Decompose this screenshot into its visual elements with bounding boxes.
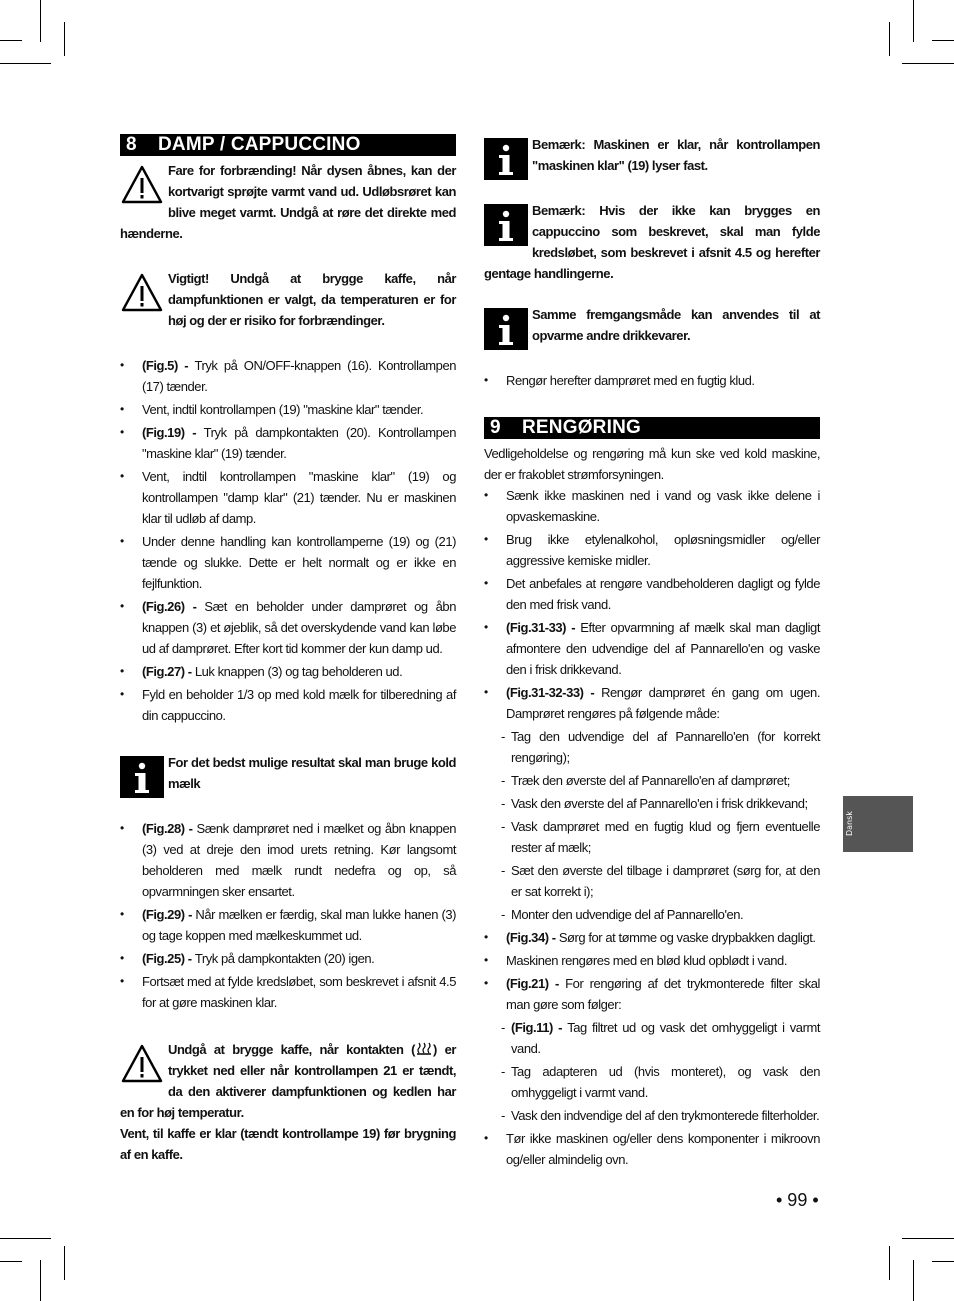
- crop-mark: [932, 1261, 954, 1262]
- warning-text: Undgå at brygge kaffe, når kontakten ( ) er trykket ned eller når kontrollampen 21 er tændt, da den aktiverer dampfunktionen og kedlen har en for høj temperatur.: [120, 1042, 456, 1120]
- page-number: • 99 •: [776, 1190, 819, 1210]
- info-icon: [484, 308, 528, 350]
- crop-mark: [889, 22, 890, 56]
- sub-step: - Træk den øverste del af Pannarello'en af damprøret;: [484, 770, 820, 791]
- crop-mark: [0, 1238, 51, 1239]
- info-note: [484, 304, 820, 350]
- info-text: Bemærk: Hvis der ikke kan brygges en cappuccino som beskrevet, skal man fylde kredsløbet, som beskrevet i afsnit 4.5 og herefter gentage handlingerne.: [484, 203, 820, 281]
- crop-mark: [0, 63, 51, 64]
- list-item: • (Fig.26) - Sæt en beholder under damprøret og åbn knappen (3) et øjeblik, så det overskydende vand kan løbe ud af damprøret. Efter kort tid kommer der kun damp ud.: [120, 596, 456, 659]
- crop-mark: [902, 1238, 954, 1239]
- crop-mark: [932, 40, 954, 41]
- warning-text: Fare for forbrænding! Når dysen åbnes, kan der kortvarigt sprøjte varmt vand ud. Udløbsrøret kan blive meget varmt. Undgå at røre det direkte med hænderne.: [120, 163, 456, 241]
- instruction-list: [120, 355, 456, 726]
- list-item: • Under denne handling kan kontrollamperne (19) og (21) tænde og slukke. Dette er helt normalt og er ikke en fejlfunktion.: [120, 531, 456, 594]
- list-item: • (Fig.31-32-33) - Rengør damprøret én gang om ugen. Damprøret rengøres på følgende måde:: [484, 682, 820, 724]
- language-tab: [843, 796, 913, 852]
- info-icon: [484, 204, 528, 246]
- warning-note: [120, 268, 456, 331]
- crop-mark: [64, 1246, 65, 1280]
- info-text: For det bedst mulige resultat skal man bruge kold mælk: [168, 755, 456, 791]
- crop-mark: [0, 1261, 22, 1262]
- list-item: • (Fig.28) - Sænk damprøret ned i mælket og åbn knappen (3) ved at dreje den imod urets retning. Kør langsomt beholderen med mælk rundt nedefra og op, så opvarmningen sker ensartet.: [120, 818, 456, 902]
- list-item: • Vent, indtil kontrollampen (19) "maskine klar" tænder.: [120, 399, 456, 420]
- section-number: 8: [126, 134, 137, 155]
- warning-text: Vigtigt! Undgå at brygge kaffe, når dampfunktionen er valgt, da temperaturen er for høj og der er risiko for forbrændinger.: [168, 271, 456, 328]
- left-column: [120, 134, 456, 1165]
- list-item: • (Fig.19) - Tryk på dampkontakten (20). Kontrollampen "maskine klar" (19) tænder.: [120, 422, 456, 464]
- instruction-list: [484, 485, 820, 724]
- list-item: • (Fig.21) - For rengøring af det trykmonterede filter skal man gøre som følger:: [484, 973, 820, 1015]
- info-text: Samme fremgangsmåde kan anvendes til at opvarme andre drikkevarer.: [532, 307, 820, 343]
- section-number: 9: [490, 417, 501, 438]
- sub-step: - Vask damprøret med en fugtig klud og fjern eventuelle rester af mælk;: [484, 816, 820, 858]
- warning-triangle-icon: [120, 164, 164, 206]
- crop-mark: [64, 22, 65, 56]
- crop-mark: [913, 0, 914, 42]
- info-text: Bemærk: Maskinen er klar, når kontrollampen "maskinen klar" (19) lyser fast.: [532, 137, 820, 173]
- crop-mark: [40, 1260, 41, 1301]
- warning-triangle-icon: [120, 272, 164, 314]
- list-item: • Rengør herefter damprøret med en fugtig klud.: [484, 370, 820, 391]
- instruction-list: [120, 818, 456, 1013]
- info-note: [484, 134, 820, 180]
- list-item: • (Fig.34) - Sørg for at tømme og vaske drypbakken dagligt.: [484, 927, 820, 948]
- sub-step: - Tag den udvendige del af Pannarello'en (for korrekt rengøring);: [484, 726, 820, 768]
- warning-note: [120, 1039, 456, 1165]
- steam-icon: [415, 1041, 433, 1056]
- list-item: • (Fig.29) - Når mælken er færdig, skal man lukke hanen (3) og tage koppen med mælkeskummet ud.: [120, 904, 456, 946]
- sub-step: - Vask den indvendige del af den trykmonterede filterholder.: [484, 1105, 820, 1126]
- crop-mark: [902, 63, 954, 64]
- section-8-heading: [120, 134, 456, 156]
- list-item: • Sænk ikke maskinen ned i vand og vask ikke delene i opvaskemaskine.: [484, 485, 820, 527]
- info-icon: [120, 756, 164, 798]
- sub-step-list: [484, 1017, 820, 1126]
- list-item: • (Fig.31-33) - Efter opvarmning af mælk skal man dagligt afmontere den udvendige del af Pannarello'en og vaske den i frisk drikkevand.: [484, 617, 820, 680]
- warning-note: [120, 160, 456, 244]
- crop-mark: [0, 40, 22, 41]
- section-title: RENGØRING: [522, 417, 641, 438]
- sub-step: - Vask den øverste del af Pannarello'en i frisk drikkevand;: [484, 793, 820, 814]
- instruction-list: [484, 927, 820, 1015]
- language-label: Dansk: [845, 811, 854, 836]
- list-item: • (Fig.27) - Luk knappen (3) og tag beholderen ud.: [120, 661, 456, 682]
- list-item: • (Fig.5) - Tryk på ON/OFF-knappen (16). Kontrollampen (17) tænder.: [120, 355, 456, 397]
- instruction-list: [484, 370, 820, 391]
- info-note: [484, 200, 820, 284]
- sub-step-list: [484, 726, 820, 925]
- list-item: • Tør ikke maskinen og/eller dens komponenter i mikroovn og/eller almindelig ovn.: [484, 1128, 820, 1170]
- list-item: • Maskinen rengøres med en blød klud opblødt i vand.: [484, 950, 820, 971]
- section-9-heading: [484, 417, 820, 439]
- intro-paragraph: Vedligeholdelse og rengøring må kun ske ved kold maskine, der er frakoblet strømforsyningen.: [484, 446, 820, 482]
- sub-step: - (Fig.11) - Tag filtret ud og vask det omhyggeligt i varmt vand.: [484, 1017, 820, 1059]
- crop-mark: [889, 1246, 890, 1280]
- sub-step: - Monter den udvendige del af Pannarello'en.: [484, 904, 820, 925]
- sub-step: - Tag adapteren ud (hvis monteret), og vask den omhyggeligt i varmt vand.: [484, 1061, 820, 1103]
- crop-mark: [913, 1260, 914, 1301]
- sub-step: - Sæt den øverste del tilbage i damprøret (sørg for, at den er sat korrekt i);: [484, 860, 820, 902]
- warning-triangle-icon: [120, 1043, 164, 1085]
- info-note: [120, 752, 456, 798]
- info-icon: [484, 138, 528, 180]
- list-item: • Brug ikke etylenalkohol, opløsningsmidler og/eller aggressive kemiske midler.: [484, 529, 820, 571]
- crop-mark: [40, 0, 41, 42]
- right-column: [484, 134, 820, 1172]
- list-item: • Fyld en beholder 1/3 op med kold mælk for tilberedning af din cappuccino.: [120, 684, 456, 726]
- section-title: DAMP / CAPPUCCINO: [158, 134, 361, 155]
- list-item: • Det anbefales at rengøre vandbeholderen dagligt og fylde den med frisk vand.: [484, 573, 820, 615]
- list-item: • (Fig.25) - Tryk på dampkontakten (20) igen.: [120, 948, 456, 969]
- instruction-list: [484, 1128, 820, 1170]
- list-item: • Vent, indtil kontrollampen "maskine klar" (19) og kontrollampen "damp klar" (21) tænder. Nu er maskinen klar til udløb af damp.: [120, 466, 456, 529]
- list-item: • Fortsæt med at fylde kredsløbet, som beskrevet i afsnit 4.5 for at gøre maskinen klar.: [120, 971, 456, 1013]
- warning-text: Vent, til kaffe er klar (tændt kontrollampe 19) før brygning af en kaffe.: [120, 1126, 456, 1162]
